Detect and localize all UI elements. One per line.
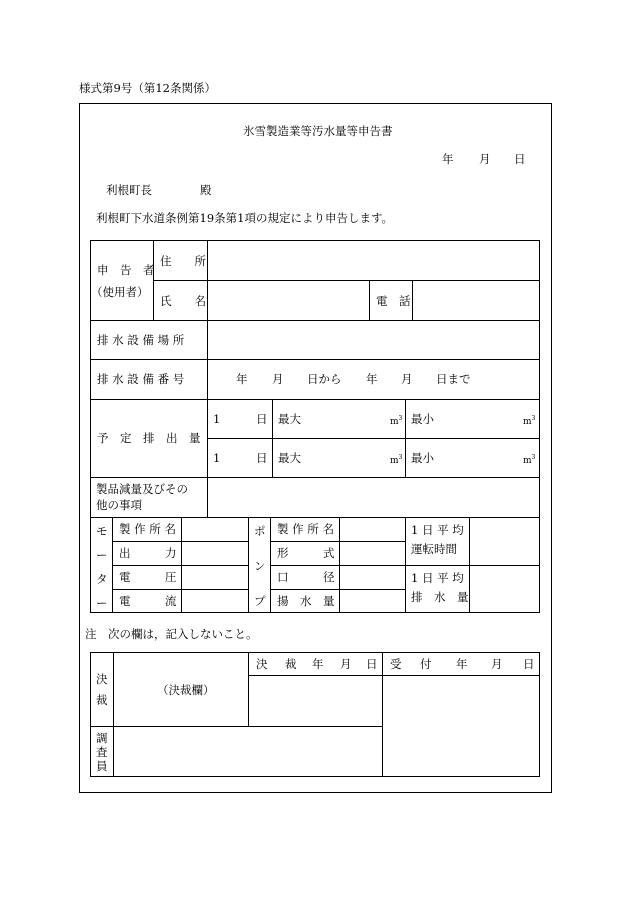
applicant-sublabel: （使用者）: [91, 285, 149, 299]
pump-char: プ: [254, 594, 266, 608]
motor-char: モ: [96, 524, 108, 538]
motor-maker-label: 製 作 所 名: [119, 522, 176, 536]
product-label-2: 他の事項: [96, 498, 142, 512]
note-text: 注 次の欄は，記入しないこと。: [85, 627, 258, 641]
approval-date-char: 年: [312, 657, 324, 671]
receipt-date-char: 月: [491, 657, 503, 671]
motor-char: ー: [96, 596, 108, 610]
motor-current-label: 電 流: [119, 594, 177, 608]
receipt-date-char: 日: [523, 657, 535, 671]
name-label: 氏 名: [160, 294, 206, 308]
unit-m3: $m^3$: [390, 454, 403, 466]
discharge-day: 日: [256, 451, 268, 465]
avg-volume-label: 1 日 平 均: [411, 571, 464, 585]
receipt-date-char: 年: [456, 657, 468, 671]
motor-output-label: 出 力: [119, 546, 177, 560]
approval-box-label: （決裁欄）: [157, 683, 215, 697]
date-year: 年: [442, 152, 454, 166]
unit-m3: $m^3$: [523, 415, 536, 427]
declaration: 利根町下水道条例第19条第1項の規定により申告します。: [96, 211, 394, 225]
drain-location-label: 排 水 設 備 場 所: [97, 333, 185, 347]
pump-lift-label: 揚 水 量: [277, 594, 335, 608]
planned-discharge-label: 予 定 排 出 量: [97, 431, 201, 445]
discharge-min: 最小: [411, 412, 434, 426]
applicant-label: 申 告 者: [97, 263, 155, 277]
avg-runtime-label: 1 日 平 均: [411, 523, 464, 537]
inspector-char: 員: [96, 759, 108, 773]
avg-volume-label-2: 排 水 量: [411, 590, 469, 604]
drain-number-label: 排 水 設 備 番 号: [97, 372, 185, 386]
address-label: 住 所: [160, 254, 206, 268]
period-year-2: 年: [366, 372, 378, 386]
approval-date-char: 日: [366, 657, 378, 671]
approval-date-char: 裁: [285, 657, 297, 671]
discharge-day: 日: [256, 412, 268, 426]
date-day: 日: [514, 152, 526, 166]
unit-m3: $m^3$: [523, 454, 536, 466]
unit-m3: $m^3$: [390, 415, 403, 427]
motor-char: ー: [96, 548, 108, 562]
discharge-one: 1: [213, 412, 221, 426]
period-to: 日まで: [436, 372, 471, 386]
addressee: 利根町長: [106, 183, 152, 197]
pump-maker-label: 製 作 所 名: [277, 522, 334, 536]
motor-char: タ: [96, 572, 108, 586]
form-number: 様式第9号（第12条関係）: [79, 81, 216, 95]
discharge-max: 最大: [278, 451, 301, 465]
receipt-date-char: 付: [420, 657, 432, 671]
period-month-2: 月: [401, 372, 413, 386]
approval-date-char: 月: [340, 657, 352, 671]
motor-voltage-label: 電 圧: [119, 570, 177, 584]
pump-char: ン: [254, 559, 266, 573]
approval-char: 裁: [96, 693, 108, 707]
period-from: 日から: [307, 372, 342, 386]
period-month-1: 月: [272, 372, 284, 386]
discharge-one: 1: [213, 451, 221, 465]
pump-char: ポ: [254, 524, 266, 538]
phone-label: 電 話: [376, 294, 411, 308]
product-label: 製品減量及びその: [96, 482, 188, 496]
inspector-char: 査: [96, 745, 108, 759]
approval-date-char: 決: [256, 657, 268, 671]
discharge-min: 最小: [411, 451, 434, 465]
period-year-1: 年: [236, 372, 248, 386]
approval-char: 決: [96, 672, 108, 686]
form-title: 氷雪製造業等汚水量等申告書: [243, 124, 393, 138]
pump-diameter-label: 口 径: [277, 570, 335, 584]
pump-type-label: 形 式: [277, 546, 335, 560]
receipt-date-char: 受: [390, 657, 402, 671]
inspector-char: 調: [96, 731, 108, 745]
discharge-max: 最大: [278, 412, 301, 426]
avg-runtime-label-2: 運転時間: [411, 542, 457, 556]
honorific: 殿: [200, 183, 212, 197]
date-month: 月: [479, 152, 491, 166]
